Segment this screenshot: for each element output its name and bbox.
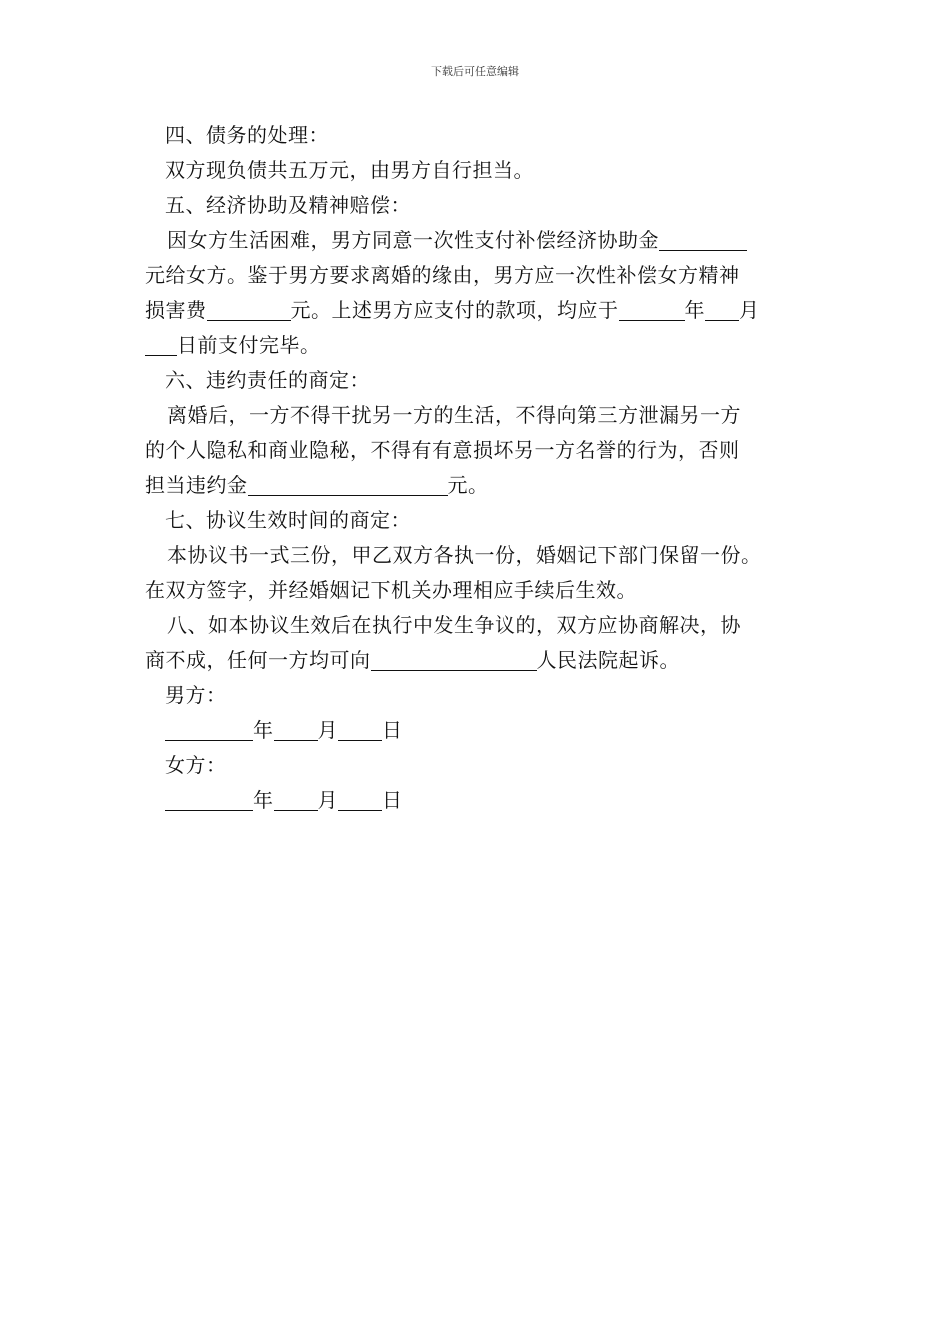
breach-line-3 <box>145 468 820 503</box>
male-year-blank[interactable] <box>165 718 253 741</box>
effect-line-2: 在双方签字，并经婚姻记下机关办理相应手续后生效。 <box>145 578 637 602</box>
female-year-label: 年 <box>253 788 274 812</box>
dispute-line-2 <box>145 643 820 678</box>
court-name-blank[interactable] <box>371 648 537 671</box>
compensation-line-1 <box>145 223 820 258</box>
penalty-label: 担当违约金 <box>145 473 248 497</box>
dispute-line-1: 八、如本协议生效后在执行中发生争议的，双方应协商解决，协 <box>167 613 741 637</box>
payment-year-label: 年 <box>684 298 705 322</box>
male-month-blank[interactable] <box>274 718 318 741</box>
female-month-blank[interactable] <box>274 788 318 811</box>
compensation-line-2: 元给女方。鉴于男方要求离婚的缘由，男方应一次性补偿女方精神 <box>145 263 740 287</box>
female-date-line <box>145 783 820 818</box>
female-year-blank[interactable] <box>165 788 253 811</box>
compensation-line-4 <box>145 328 820 363</box>
male-day-blank[interactable] <box>338 718 382 741</box>
female-signature-label: 女方： <box>165 753 227 777</box>
female-day-blank[interactable] <box>338 788 382 811</box>
breach-line-1: 离婚后，一方不得干扰另一方的生活，不得向第三方泄漏另一方 <box>167 403 741 427</box>
breach-line-2: 的个人隐私和商业隐秘，不得有有意损坏另一方名誉的行为，否则 <box>145 438 740 462</box>
payment-day-blank[interactable] <box>145 333 177 356</box>
payment-year-blank[interactable] <box>619 298 685 321</box>
female-month-label: 月 <box>317 788 338 812</box>
dispute-text: 商不成，任何一方均可向 <box>145 648 371 672</box>
court-suffix: 人民法院起诉。 <box>536 648 680 672</box>
effect-line-1: 本协议书一式三份，甲乙双方各执一份，婚姻记下部门保留一份。 <box>167 543 762 567</box>
assistance-amount-blank[interactable] <box>659 228 747 251</box>
payment-month-label: 月 <box>739 298 760 322</box>
payment-month-blank[interactable] <box>705 298 739 321</box>
debt-heading: 四、债务的处理： <box>165 123 329 147</box>
male-day-label: 日 <box>382 718 403 742</box>
male-signature-label: 男方： <box>165 683 227 707</box>
document-body <box>145 118 820 818</box>
male-date-line <box>145 713 820 748</box>
compensation-line-3 <box>145 293 820 328</box>
damage-fee-blank[interactable] <box>207 298 291 321</box>
penalty-amount-blank[interactable] <box>248 473 448 496</box>
effect-heading: 七、协议生效时间的商定： <box>165 508 411 532</box>
debt-body: 双方现负债共五万元，由男方自行担当。 <box>165 158 534 182</box>
compensation-heading: 五、经济协助及精神赔偿： <box>165 193 411 217</box>
breach-heading: 六、违约责任的商定： <box>165 368 370 392</box>
penalty-unit: 元。 <box>447 473 489 497</box>
compensation-text-1: 因女方生活困难，男方同意一次性支付补偿经济协助金 <box>167 228 659 252</box>
male-year-label: 年 <box>253 718 274 742</box>
page-header: 下载后可任意编辑 <box>431 65 519 78</box>
payment-text: 元。上述男方应支付的款项，均应于 <box>290 298 619 322</box>
payment-day-text: 日前支付完毕。 <box>177 333 321 357</box>
damage-fee-label: 损害费 <box>145 298 207 322</box>
male-month-label: 月 <box>317 718 338 742</box>
female-day-label: 日 <box>382 788 403 812</box>
